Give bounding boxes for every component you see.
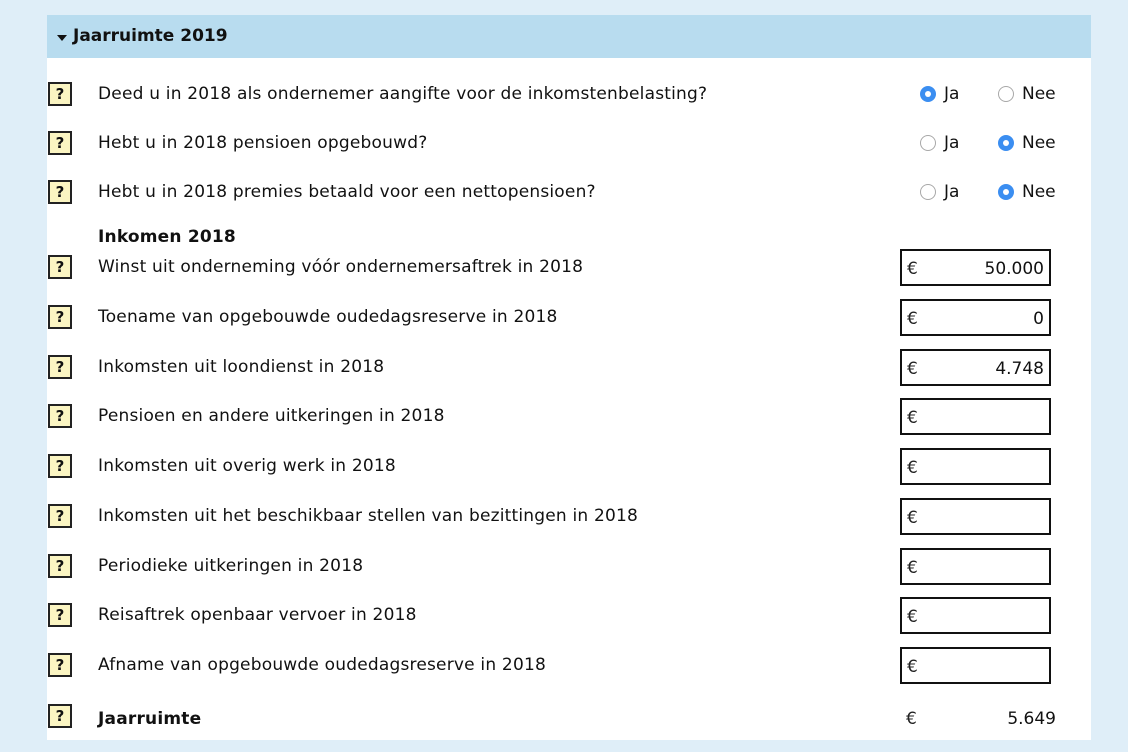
euro-sign: € — [907, 259, 918, 279]
question-label: Hebt u in 2018 premies betaald voor een nettopensioen? — [98, 182, 596, 202]
question-label: Hebt u in 2018 pensioen opgebouwd? — [98, 133, 428, 153]
income-field-label: Periodieke uitkeringen in 2018 — [98, 556, 364, 576]
radio-label: Ja — [944, 133, 960, 153]
income-amount-value[interactable]: 50.000 — [984, 259, 1044, 279]
help-icon[interactable]: ? — [48, 255, 72, 279]
income-amount-field[interactable] — [900, 349, 1051, 386]
income-amount-field[interactable] — [900, 249, 1051, 286]
help-icon[interactable]: ? — [48, 82, 72, 106]
help-icon[interactable]: ? — [48, 305, 72, 329]
euro-sign: € — [907, 657, 918, 677]
income-field-label: Inkomsten uit loondienst in 2018 — [98, 357, 385, 377]
help-icon[interactable]: ? — [48, 653, 72, 677]
income-field-label: Afname van opgebouwde oudedagsreserve in 2018 — [98, 655, 546, 675]
total-value: 5.649 — [1007, 709, 1056, 729]
income-field-label: Inkomsten uit overig werk in 2018 — [98, 456, 396, 476]
radio-button[interactable] — [920, 86, 936, 102]
income-field-label: Pensioen en andere uitkeringen in 2018 — [98, 406, 445, 426]
help-icon[interactable]: ? — [48, 554, 72, 578]
help-icon[interactable]: ? — [48, 404, 72, 428]
income-field-label: Toename van opgebouwde oudedagsreserve in 2018 — [98, 307, 558, 327]
help-icon[interactable]: ? — [48, 180, 72, 204]
help-icon[interactable]: ? — [48, 704, 72, 728]
section-title: Jaarruimte 2019 — [73, 26, 228, 46]
radio-button[interactable] — [998, 184, 1014, 200]
help-icon[interactable]: ? — [48, 355, 72, 379]
euro-sign: € — [907, 508, 918, 528]
section-header[interactable] — [47, 15, 1091, 58]
income-amount-field[interactable] — [900, 398, 1051, 435]
help-icon[interactable]: ? — [48, 603, 72, 627]
income-amount-field[interactable] — [900, 597, 1051, 634]
radio-button[interactable] — [920, 135, 936, 151]
radio-button[interactable] — [998, 135, 1014, 151]
income-amount-field[interactable] — [900, 647, 1051, 684]
income-amount-field[interactable] — [900, 498, 1051, 535]
income-field-label: Reisaftrek openbaar vervoer in 2018 — [98, 605, 417, 625]
income-amount-value[interactable]: 4.748 — [995, 359, 1044, 379]
euro-sign: € — [907, 359, 918, 379]
income-amount-field[interactable] — [900, 448, 1051, 485]
help-icon[interactable]: ? — [48, 131, 72, 155]
radio-label: Nee — [1022, 84, 1056, 104]
euro-sign: € — [907, 458, 918, 478]
radio-label: Nee — [1022, 133, 1056, 153]
radio-label: Ja — [944, 182, 960, 202]
euro-sign: € — [907, 558, 918, 578]
jaarruimte-panel — [47, 15, 1091, 740]
radio-label: Ja — [944, 84, 960, 104]
radio-button[interactable] — [920, 184, 936, 200]
radio-label: Nee — [1022, 182, 1056, 202]
euro-sign: € — [907, 607, 918, 627]
income-heading: Inkomen 2018 — [98, 227, 236, 247]
income-amount-field[interactable] — [900, 299, 1051, 336]
help-icon[interactable]: ? — [48, 504, 72, 528]
help-icon[interactable]: ? — [48, 454, 72, 478]
income-amount-field[interactable] — [900, 548, 1051, 585]
total-label: Jaarruimte — [98, 709, 202, 729]
income-amount-value[interactable]: 0 — [1033, 309, 1044, 329]
euro-sign: € — [907, 408, 918, 428]
euro-sign: € — [907, 309, 918, 329]
euro-sign: € — [906, 709, 917, 729]
radio-button[interactable] — [998, 86, 1014, 102]
income-field-label: Winst uit onderneming vóór ondernemersaftrek in 2018 — [98, 257, 584, 277]
collapse-triangle-icon[interactable] — [57, 35, 67, 41]
income-field-label: Inkomsten uit het beschikbaar stellen van bezittingen in 2018 — [98, 506, 639, 526]
question-label: Deed u in 2018 als ondernemer aangifte voor de inkomstenbelasting? — [98, 84, 708, 104]
